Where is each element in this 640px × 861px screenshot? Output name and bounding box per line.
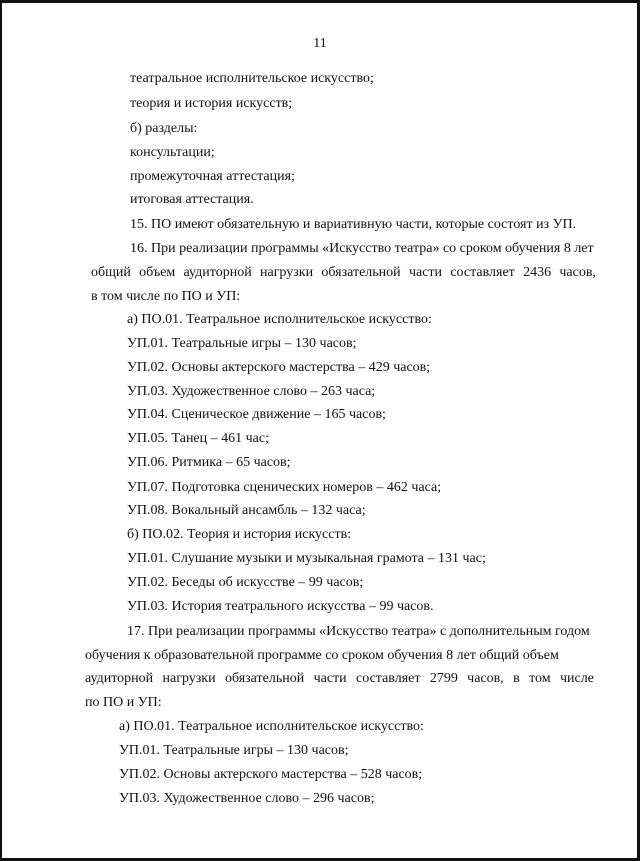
word: аудиторной bbox=[85, 671, 154, 686]
text-line: УП.03. История театрального искусства – 99 часов. bbox=[127, 599, 434, 614]
text-line: теория и история искусств; bbox=[130, 96, 293, 111]
text-line: по ПО и УП: bbox=[85, 695, 162, 710]
justified-line bbox=[85, 670, 594, 688]
word: части bbox=[313, 671, 347, 686]
word: составляет bbox=[356, 671, 421, 686]
text-line: УП.02. Основы актерского мастерства – 429 часов; bbox=[127, 360, 431, 375]
word: объем bbox=[139, 265, 176, 280]
text-line: 17. При реализации программы «Искусство театра» с дополнительным годом bbox=[127, 624, 590, 639]
text-line: УП.07. Подготовка сценических номеров – 462 часа; bbox=[127, 480, 442, 495]
text-line: а) ПО.01. Театральное исполнительское искусство: bbox=[127, 312, 432, 327]
text-line: итоговая аттестация. bbox=[130, 192, 254, 207]
word: обязательной bbox=[224, 671, 305, 686]
text-line: УП.08. Вокальный ансамбль – 132 часа; bbox=[127, 503, 366, 518]
text-line: обучения к образовательной программе со сроком обучения 8 лет общий объем bbox=[85, 648, 559, 663]
text-line: УП.03. Художественное слово – 296 часов; bbox=[119, 791, 375, 806]
word: части bbox=[408, 265, 443, 280]
text-line: УП.01. Слушание музыки и музыкальная грамота – 131 час; bbox=[127, 551, 486, 566]
text-line: УП.01. Театральные игры – 130 часов; bbox=[119, 743, 349, 758]
text-line: 16. При реализации программы «Искусство театра» со сроком обучения 8 лет bbox=[130, 241, 594, 256]
text-line: УП.04. Сценическое движение – 165 часов; bbox=[127, 407, 386, 422]
text-line: б) разделы: bbox=[130, 121, 198, 136]
text-line: УП.02. Беседы об искусстве – 99 часов; bbox=[127, 575, 364, 590]
text-line: а) ПО.01. Театральное исполнительское искусство: bbox=[119, 719, 424, 734]
page-number: 11 bbox=[313, 36, 327, 51]
word: общий bbox=[91, 265, 131, 280]
text-line: в том числе по ПО и УП: bbox=[91, 289, 241, 304]
text-line: промежуточная аттестация; bbox=[130, 169, 295, 184]
word: нагрузки bbox=[162, 671, 216, 686]
text-line: УП.01. Театральные игры – 130 часов; bbox=[127, 336, 357, 351]
word: аудиторной bbox=[183, 265, 252, 280]
word: 2436 bbox=[523, 265, 552, 280]
word: 2799 bbox=[429, 671, 458, 686]
text-line: УП.03. Художественное слово – 263 часа; bbox=[127, 384, 376, 399]
word: часов, bbox=[467, 671, 504, 686]
word: обязательной bbox=[321, 265, 401, 280]
text-line: УП.06. Ритмика – 65 часов; bbox=[127, 455, 291, 470]
word: в bbox=[513, 671, 520, 686]
text-line: УП.02. Основы актерского мастерства – 528 часов; bbox=[119, 767, 423, 782]
text-line: консультации; bbox=[130, 145, 215, 160]
text-line: УП.05. Танец – 461 час; bbox=[127, 431, 269, 446]
word: нагрузки bbox=[259, 265, 314, 280]
scan-border-top bbox=[0, 0, 640, 3]
word: составляет bbox=[450, 265, 515, 280]
text-line: 15. ПО имеют обязательную и вариативную части, которые состоят из УП. bbox=[130, 217, 577, 232]
scan-border-left bbox=[0, 0, 2, 861]
word: числе bbox=[559, 671, 594, 686]
text-line: б) ПО.02. Теория и история искусств: bbox=[127, 527, 352, 542]
justified-line bbox=[91, 264, 596, 282]
text-line: театральное исполнительское искусство; bbox=[130, 71, 374, 86]
word: часов, bbox=[559, 265, 596, 280]
word: том bbox=[529, 671, 551, 686]
